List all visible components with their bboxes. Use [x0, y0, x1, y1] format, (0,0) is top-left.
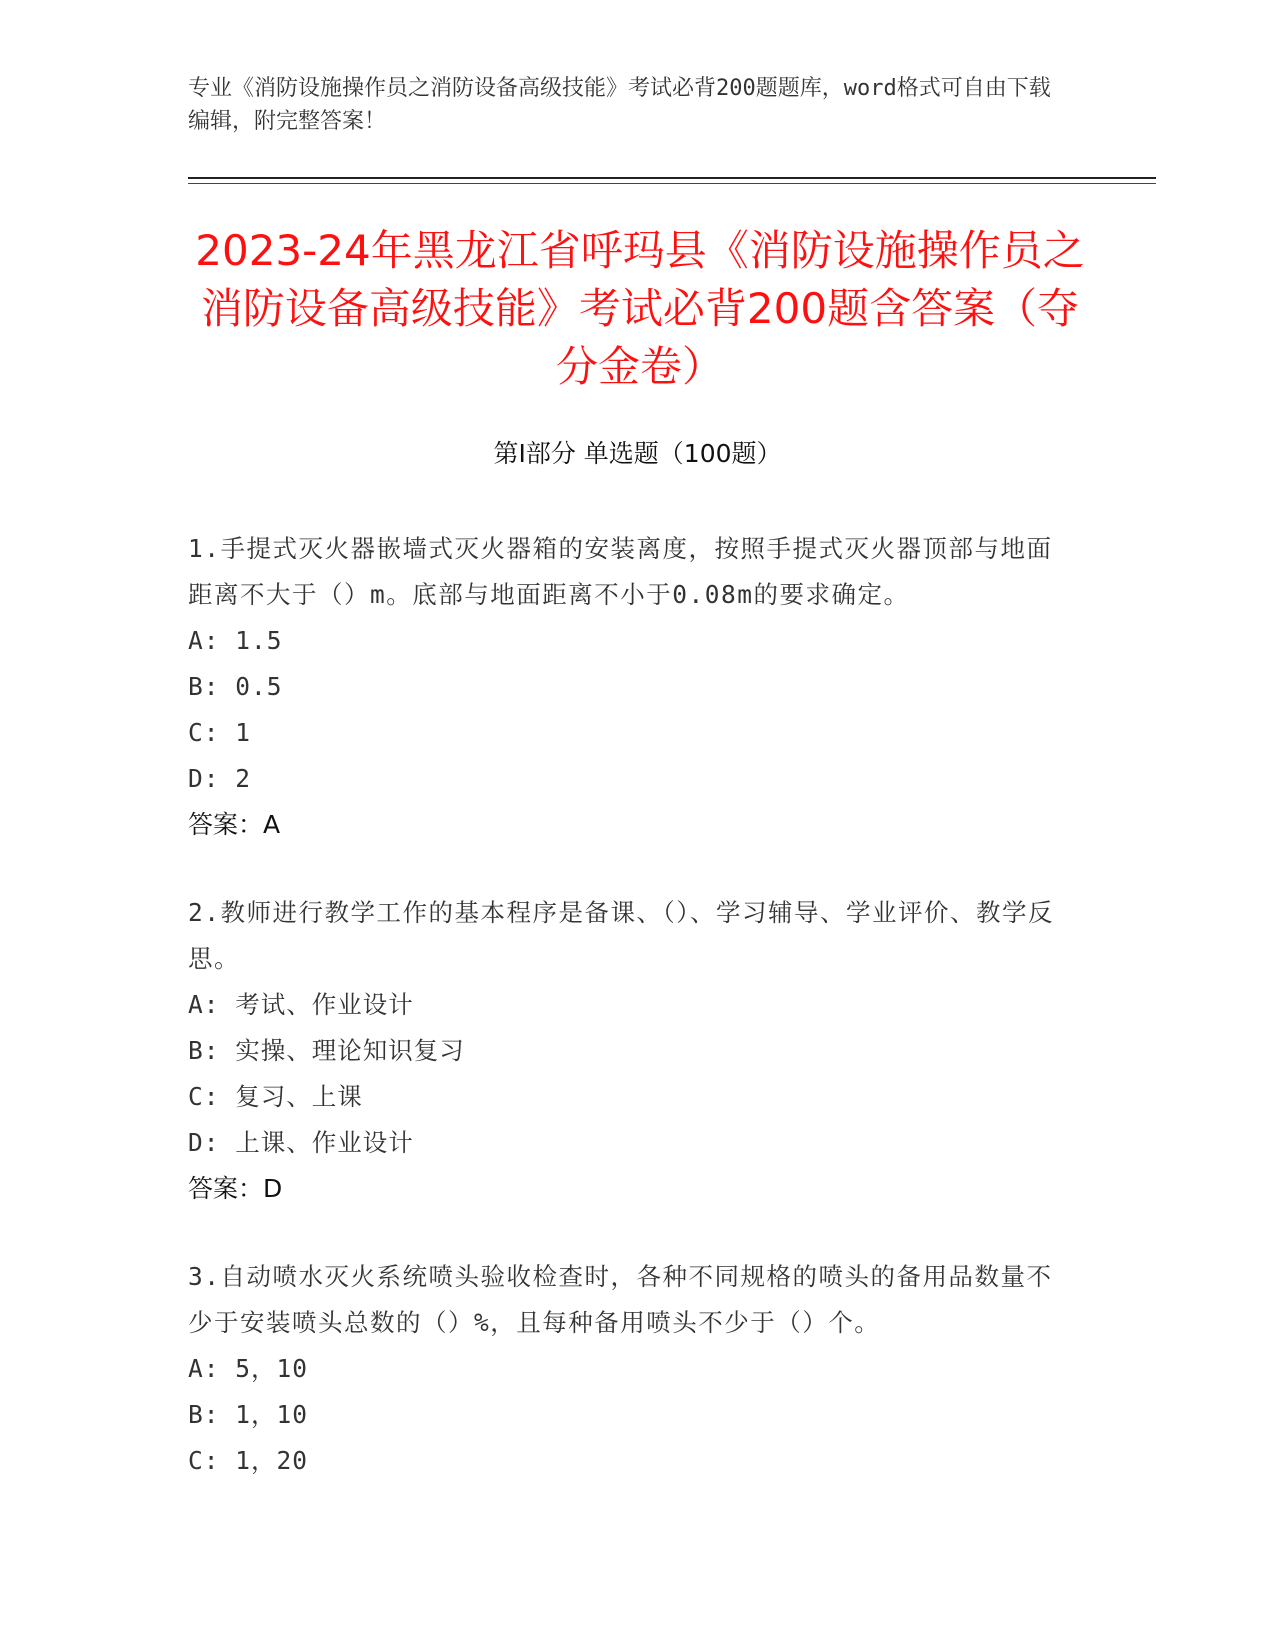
answer: 答案：A: [188, 810, 281, 839]
question-stem: 3.自动喷水灭火系统喷头验收检查时，各种不同规格的喷头的备用品数量不少于安装喷头总数的（）%，且每种备用喷头不少于（）个。: [188, 1262, 1053, 1337]
option-b: B: 实操、理论知识复习: [188, 1036, 465, 1065]
option-d: D: 2: [188, 764, 252, 793]
question-2: [188, 890, 1068, 1212]
option-c: C: 1: [188, 718, 252, 747]
option-c: C: 复习、上课: [188, 1082, 363, 1111]
header-rule-thin: [188, 183, 1156, 184]
header-rule: [188, 177, 1156, 179]
answer: 答案：D: [188, 1174, 283, 1203]
question-list: [188, 526, 1068, 1526]
option-c: C: 1，20: [188, 1446, 309, 1475]
option-b: B: 1，10: [188, 1400, 309, 1429]
option-d: D: 上课、作业设计: [188, 1128, 414, 1157]
option-a: A: 1.5: [188, 626, 283, 655]
header-note: 专业《消防设施操作员之消防设备高级技能》考试必背200题题库，word格式可自由下载编辑，附完整答案！: [188, 76, 1051, 134]
option-a: A: 考试、作业设计: [188, 990, 414, 1019]
option-a: A: 5，10: [188, 1354, 309, 1383]
option-b: B: 0.5: [188, 672, 283, 701]
question-1: [188, 526, 1068, 848]
question-stem: 2.教师进行教学工作的基本程序是备课、（）、学习辅导、学业评价、教学反思。: [188, 898, 1054, 973]
section-title: 第I部分 单选题（100题）: [493, 439, 782, 468]
document-title: 2023-24年黑龙江省呼玛县《消防设施操作员之消防设备高级技能》考试必背200题含答案（夺分金卷）: [195, 226, 1085, 391]
question-3: [188, 1254, 1068, 1484]
question-stem: 1.手提式灭火器嵌墙式灭火器箱的安装离度，按照手提式灭火器顶部与地面距离不大于（）m。底部与地面距离不小于0.08m的要求确定。: [188, 534, 1053, 609]
